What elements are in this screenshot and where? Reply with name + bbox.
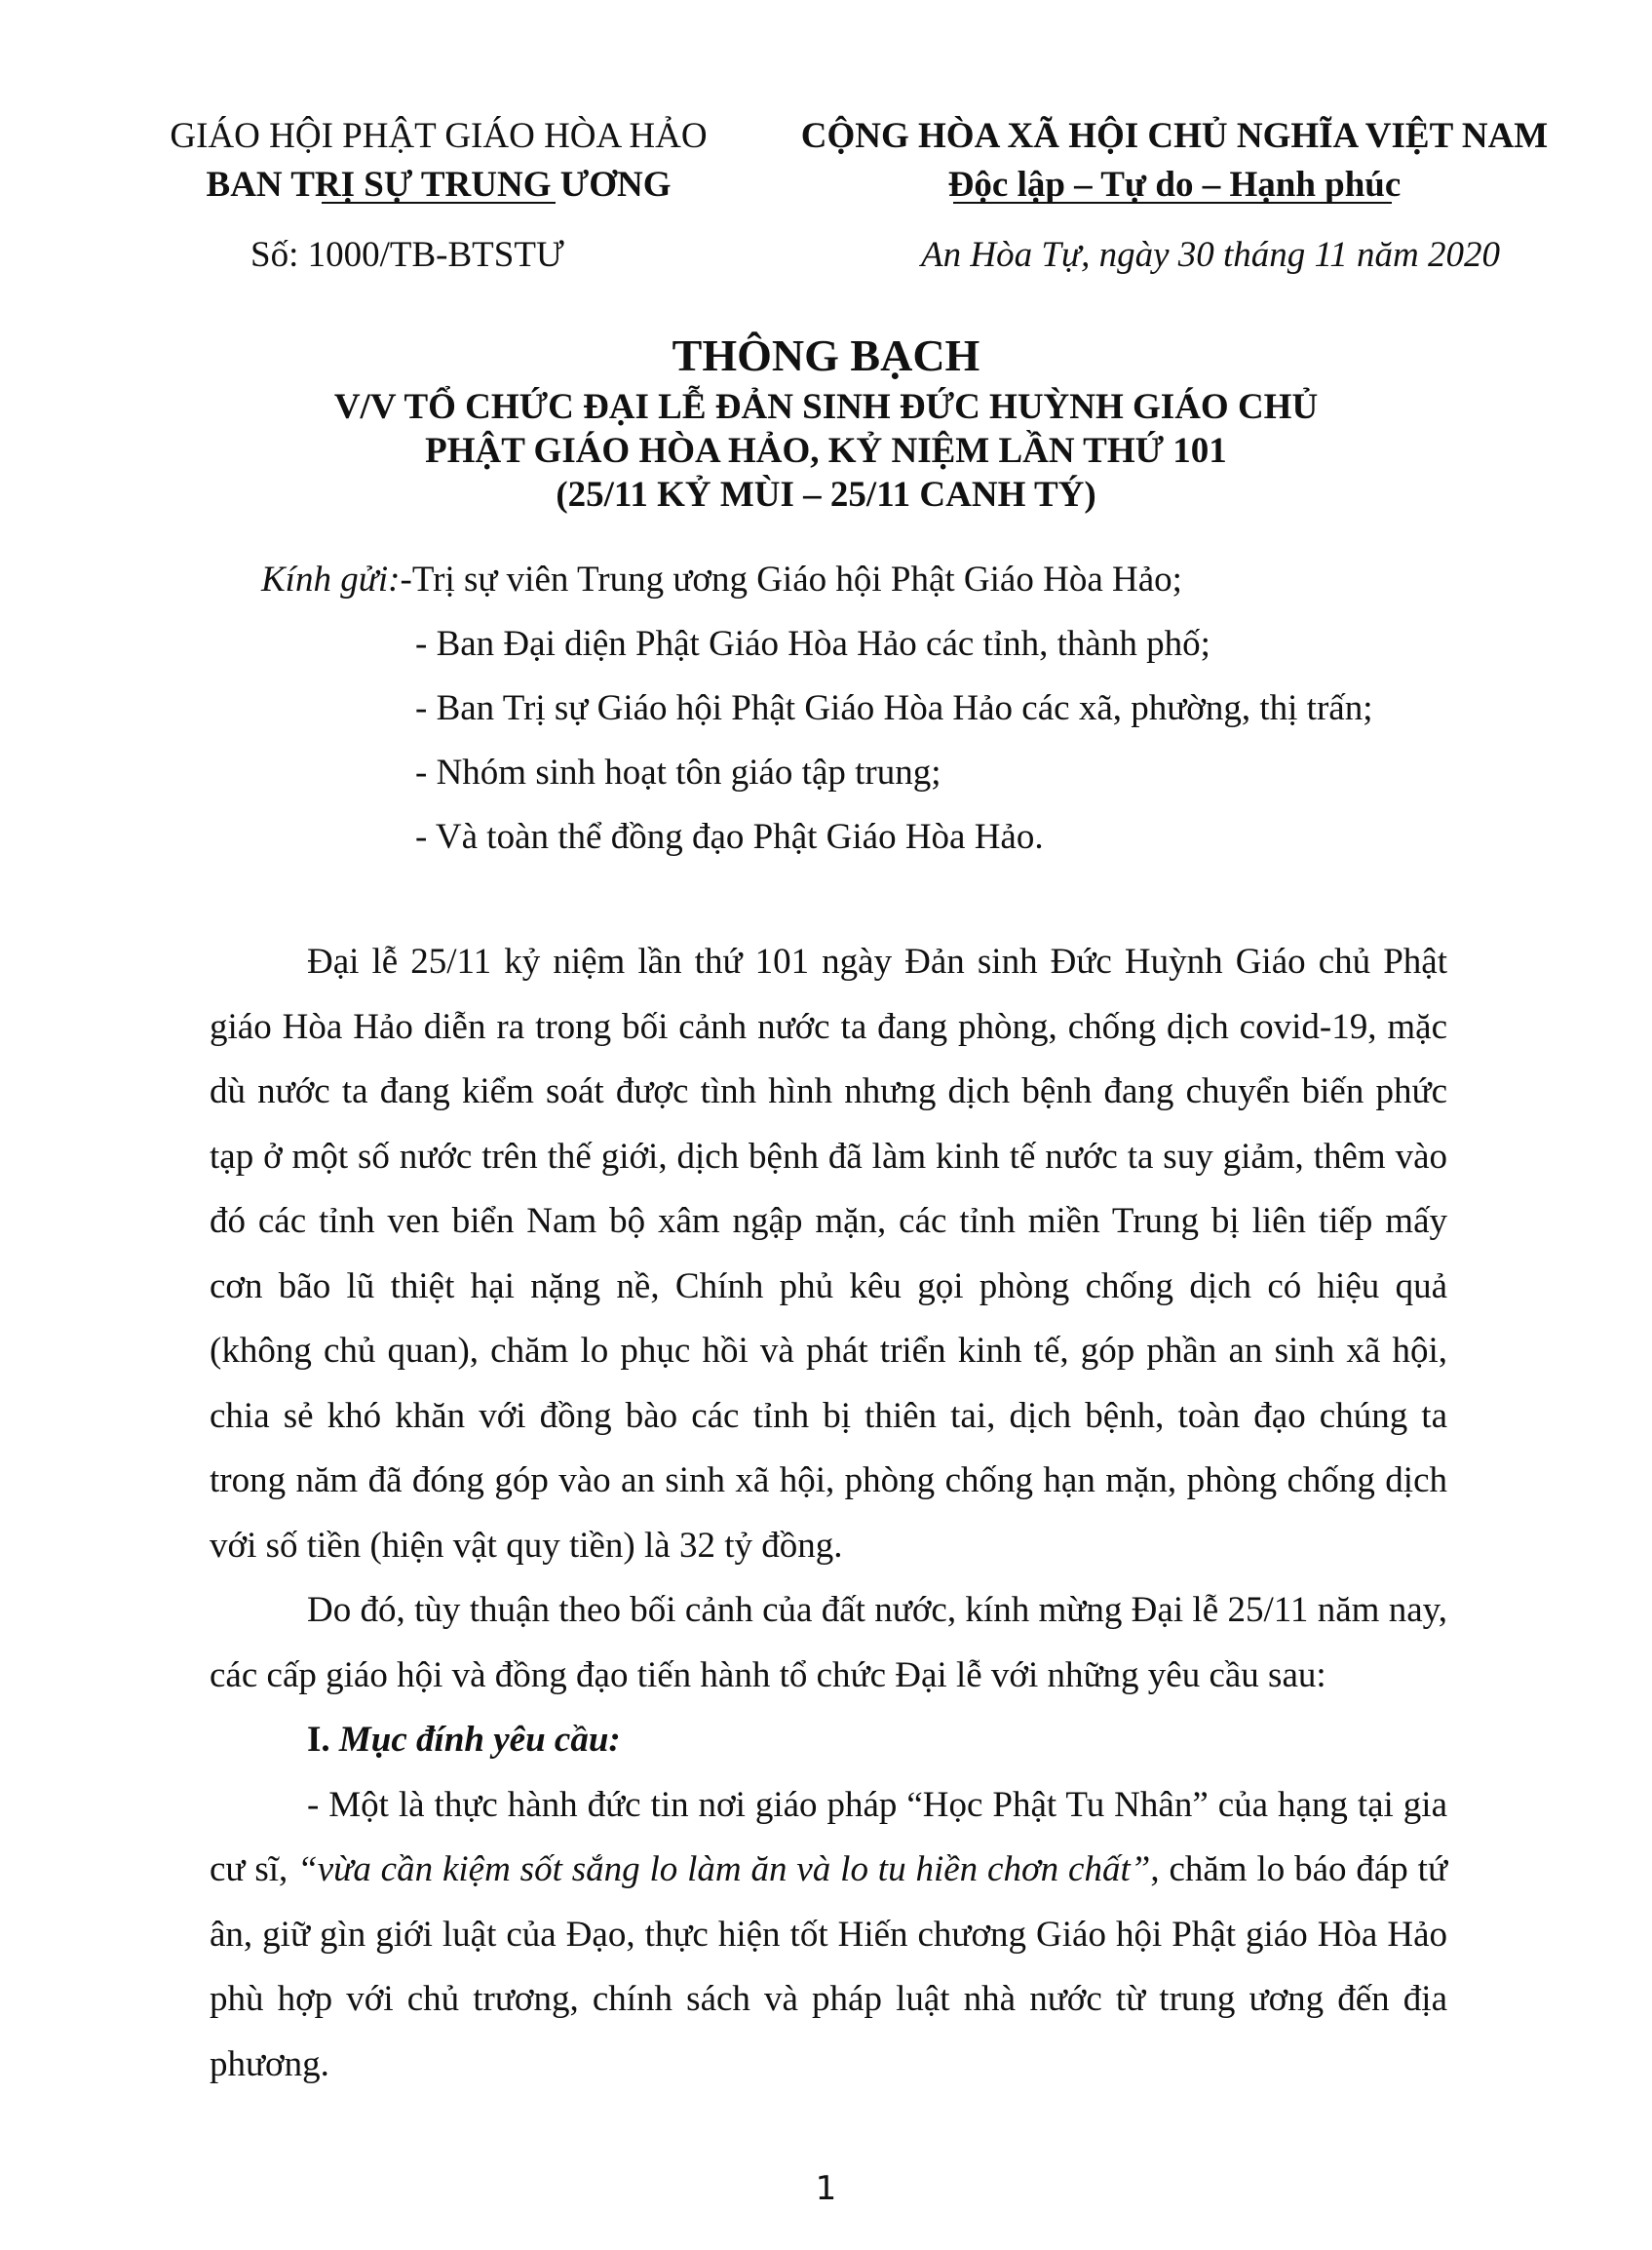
- org-name: GIÁO HỘI PHẬT GIÁO HÒA HẢO: [170, 116, 708, 156]
- recipient-item: - Ban Đại diện Phật Giáo Hòa Hảo các tỉnh, thành phố;: [415, 624, 1210, 664]
- national-header: [794, 112, 1555, 210]
- recipients-label: Kính gửi:: [261, 560, 401, 600]
- title-line-2: PHẬT GIÁO HÒA HẢO, KỶ NIỆM LẦN THỨ 101: [425, 431, 1227, 471]
- section-title: Mục đính yêu cầu:: [338, 1720, 621, 1760]
- org-department: BAN TRỊ SỰ TRUNG ƯƠNG: [206, 165, 672, 205]
- quoted-teaching: “vừa cần kiệm sốt sắng lo làm ăn và lo tu hiền chơn chất”: [297, 1849, 1151, 1889]
- body-paragraph: Do đó, tùy thuận theo bối cảnh của đất nước, kính mừng Đại lễ 25/11 năm nay, các cấp giáo hội và đồng đạo tiến hành tổ chức Đại lễ với những yêu cầu sau:: [210, 1590, 1447, 1695]
- title-line-1: V/V TỔ CHỨC ĐẠI LỄ ĐẢN SINH ĐỨC HUỲNH GIÁO CHỦ: [333, 387, 1319, 427]
- recipient-item: Kính gửi:-Trị sự viên Trung ương Giáo hội Phật Giáo Hòa Hảo;: [261, 560, 1182, 600]
- nation-motto: Độc lập – Tự do – Hạnh phúc: [947, 165, 1402, 205]
- section-number: I.: [307, 1720, 339, 1760]
- recipients-block: [261, 548, 1372, 870]
- body-paragraph: Đại lễ 25/11 kỷ niệm lần thứ 101 ngày Đản sinh Đức Huỳnh Giáo chủ Phật giáo Hòa Hảo diễn ra trong bối cảnh nước ta đang phòng, chống dịch covid-19, mặc dù nước ta đang kiểm soát được tình hình nhưng dịch bệnh đang chuyển biến phức tạp ở một số nước trên thế giới, dịch bệnh đã làm kinh tế nước ta suy giảm, thêm vào đó các tỉnh ven biển Nam bộ xâm ngập mặn, các tỉnh miền Trung bị liên tiếp mấy cơn bão lũ thiệt hại nặng nề, Chính phủ kêu gọi phòng chống dịch có hiệu quả (không chủ quan), chăm lo phục hồi và phát triển kinh tế, góp phần an sinh xã hội, chia sẻ khó khăn với đồng bào các tỉnh bị thiên tai, dịch bệnh, toàn đạo chúng ta trong năm đã đóng góp vào an sinh xã hội, phòng chống hạn mặn, phòng chống dịch với số tiền (hiện vật quy tiền) là 32 tỷ đồng.: [210, 942, 1447, 1566]
- document-body: [210, 930, 1447, 2097]
- title-line-3: (25/11 KỶ MÙI – 25/11 CANH TÝ): [556, 475, 1096, 515]
- document-number: Số: 1000/TB-BTSTƯ: [250, 235, 564, 275]
- document-date: An Hòa Tự, ngày 30 tháng 11 năm 2020: [921, 235, 1501, 275]
- nation-name: CỘNG HÒA XÃ HỘI CHỦ NGHĨA VIỆT NAM: [800, 116, 1549, 156]
- organization-header: [166, 112, 711, 210]
- recipient-item: - Ban Trị sự Giáo hội Phật Giáo Hòa Hảo các xã, phường, thị trấn;: [415, 688, 1373, 728]
- org-underline: [322, 202, 556, 204]
- body-paragraph: - Một là thực hành đức tin nơi giáo pháp “Học Phật Tu Nhân” của hạng tại gia cư sĩ, “vừa cần kiệm sốt sắng lo làm ăn và lo tu hiền chơn chất”, chăm lo báo đáp tứ ân, giữ gìn giới luật của Đạo, thực hiện tốt Hiến chương Giáo hội Phật giáo Hòa Hảo phù hợp với chủ trương, chính sách và pháp luật nhà nước từ trung ương đến địa phương.: [210, 1784, 1448, 2084]
- recipient-item: - Và toàn thể đồng đạo Phật Giáo Hòa Hảo.: [415, 817, 1044, 857]
- motto-underline: [953, 202, 1392, 204]
- recipient-item: - Nhóm sinh hoạt tôn giáo tập trung;: [415, 753, 941, 793]
- page-number: 1: [815, 2169, 837, 2208]
- section-heading: [210, 1708, 1447, 1773]
- document-title: [0, 327, 1652, 517]
- title-main: THÔNG BẠCH: [672, 330, 980, 380]
